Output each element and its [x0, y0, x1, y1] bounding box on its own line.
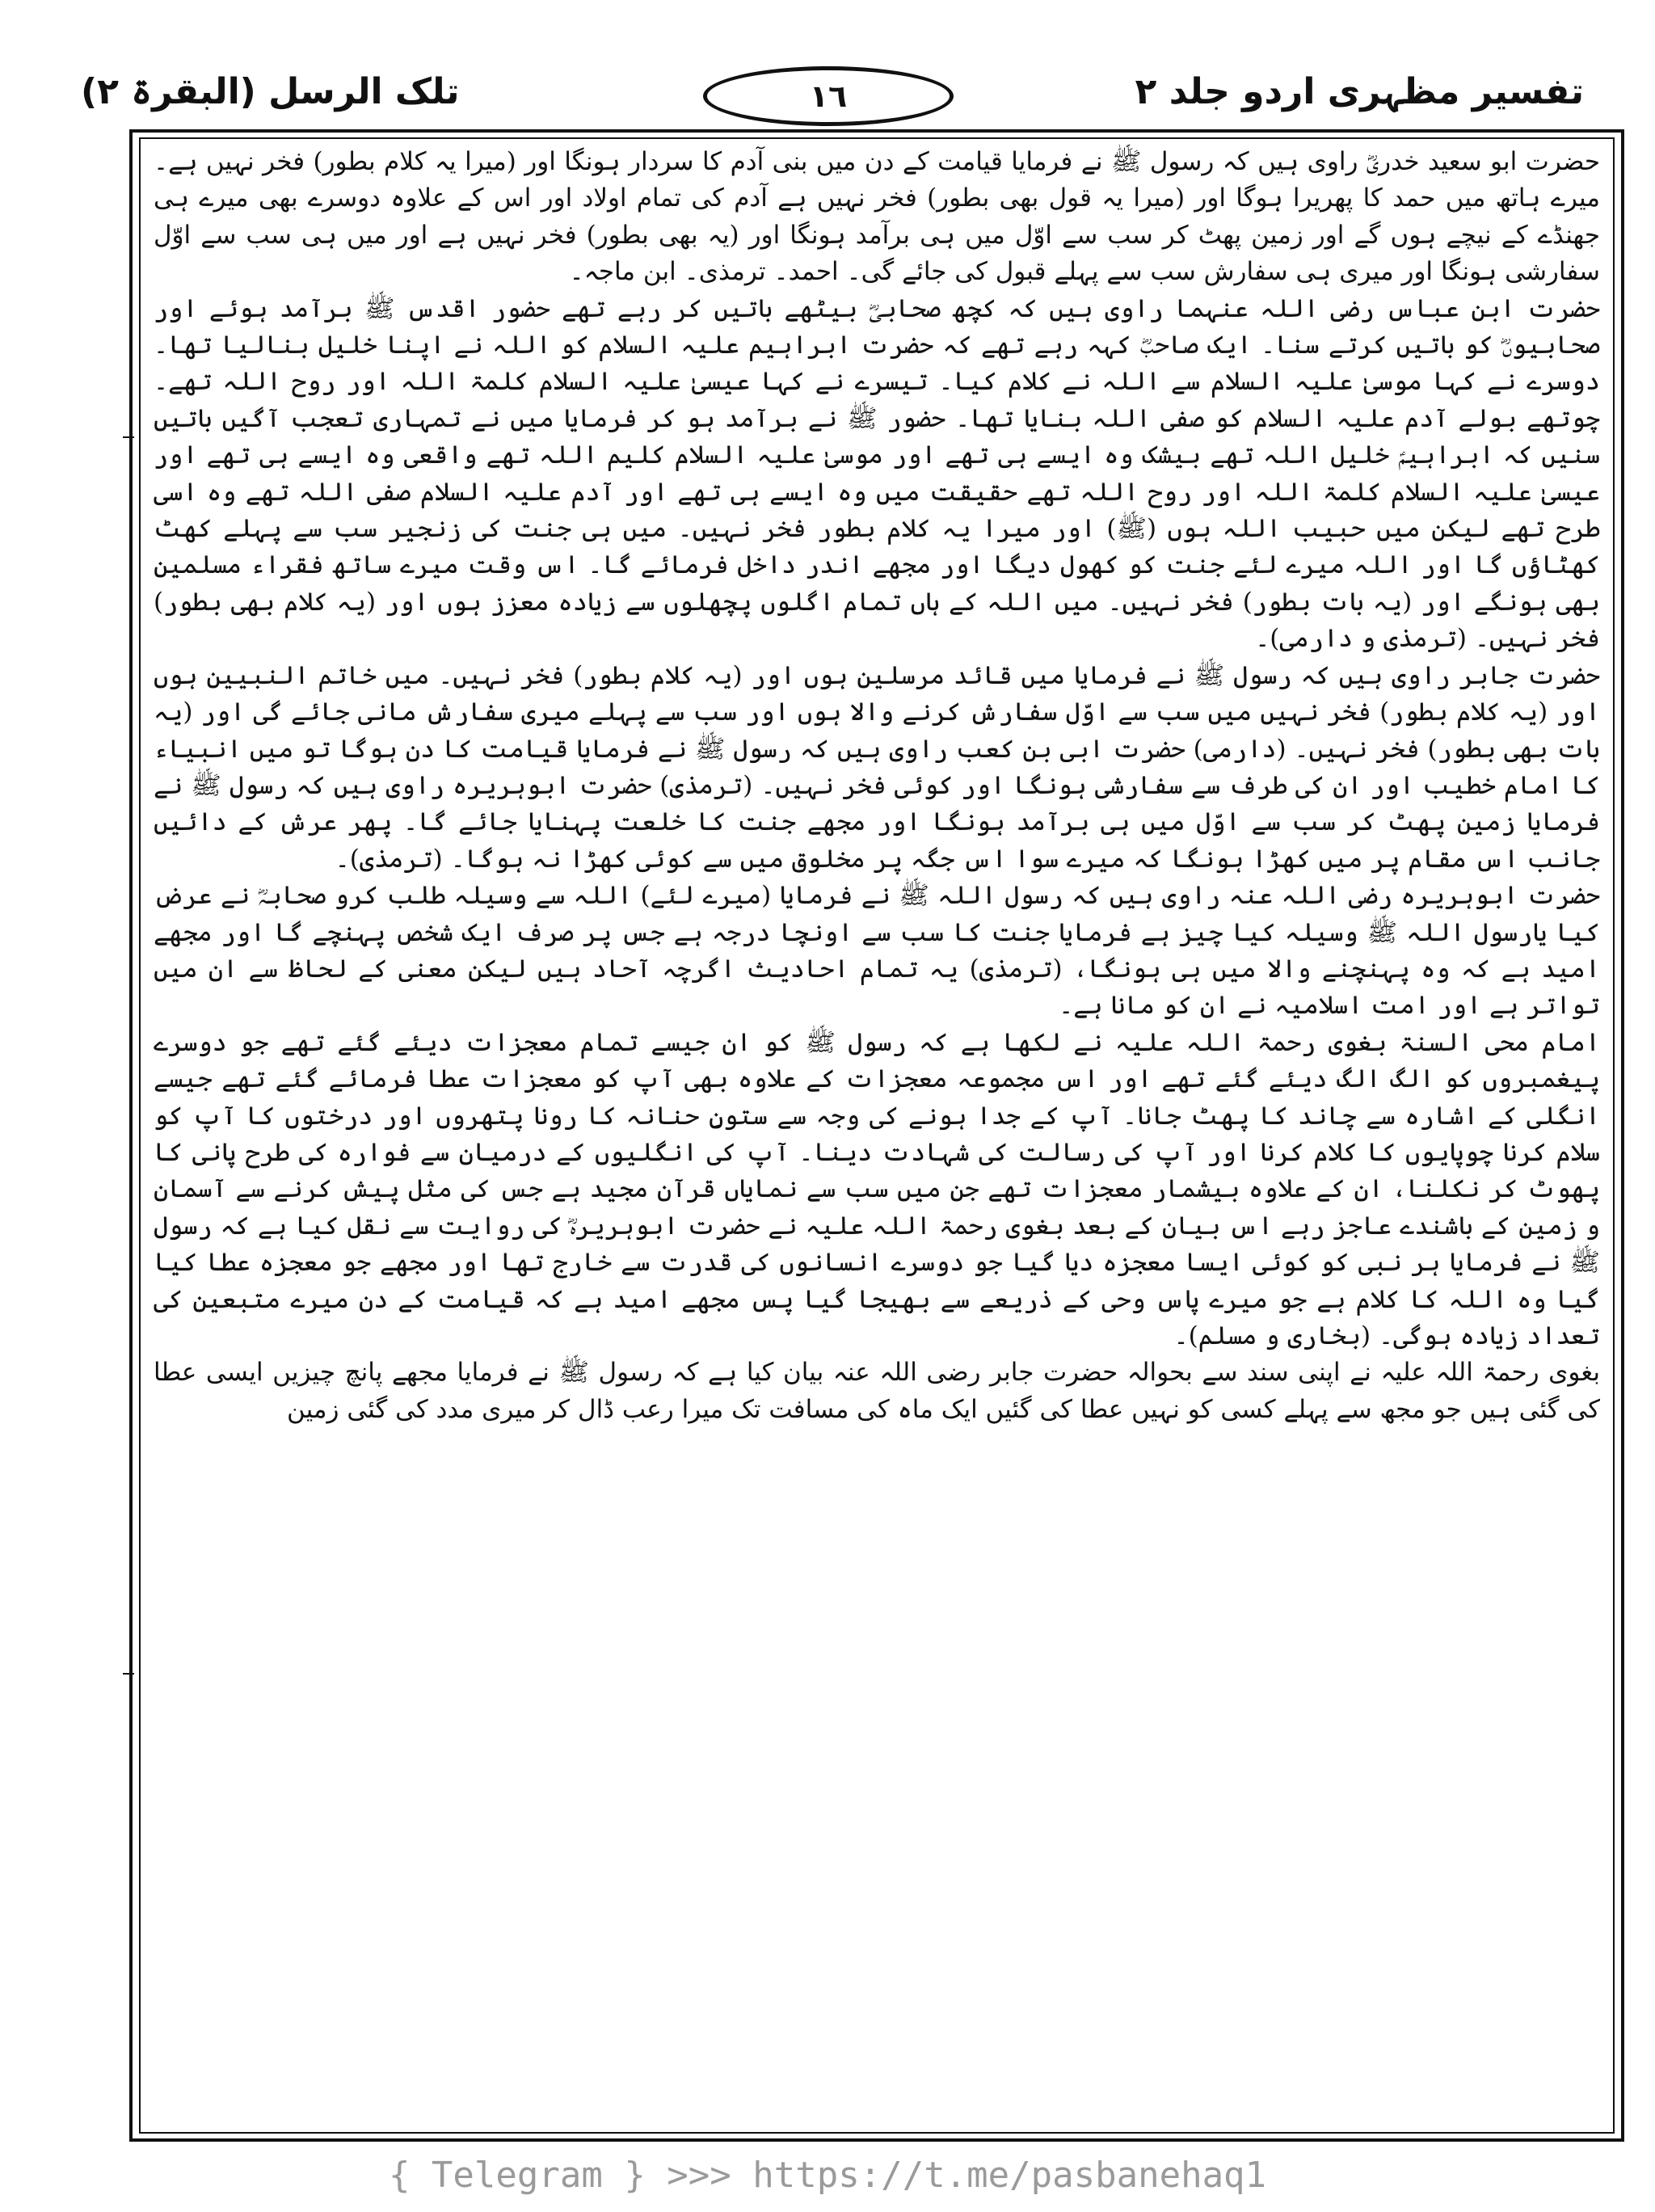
page-header — [81, 65, 1584, 129]
paragraph-abu-saeed: حضرت ابو سعید خدریؓ راوی ہیں کہ رسول ﷺ نے فرمایا قیامت کے دن میں بنی آدم کا سردار ہونگا اور (میرا یہ کلام بطور) فخر نہیں ہے۔ میرے ہاتھ میں حمد کا پھریرا ہوگا اور (میرا یہ قول بھی بطور) فخر نہیں ہے آدم کی تمام اولاد اور اس کے علاوہ دوسرے بھی میرے ہی جھنڈے کے نیچے ہوں گے اور زمین پھٹ کر سب سے اوّل میں ہی برآمد ہونگا اور (یہ بھی بطور) فخر نہیں ہے اور میں ہی سب سے اوّل سفارشی ہونگا اور میری ہی سفارش سب سے پہلے قبول کی جائے گی۔ احمد۔ ترمذی۔ ابن ماجہ۔ — [154, 147, 1600, 287]
telegram-watermark: { Telegram } >>> https://t.me/pasbanehaq1 — [388, 2155, 1267, 2196]
margin-mark — [123, 436, 134, 438]
paragraph-wasila: حضرت ابوہریرہ رضی اللہ عنہ راوی ہیں کہ رسول اللہ ﷺ نے فرمایا (میرے لئے) اللہ سے وسیلہ طلب کرو صحابہؓ نے عرض کیا یارسول اللہ ﷺ وسیلہ کیا چیز ہے فرمایا جنت کا سب سے اونچا درجہ ہے جس پر صرف ایک شخص پہنچے گا اور مجھے امید ہے کہ وہ پہنچنے والا میں ہی ہونگا، (ترمذی) یہ تمام احادیث اگرچہ آحاد ہیں لیکن معنی کے لحاظ سے ان میں تواتر ہے اور امت اسلامیہ نے ان کو مانا ہے۔ — [154, 881, 1600, 1021]
paragraph-ibn-abbas: حضرت ابن عباس رضی اللہ عنہما راوی ہیں کہ کچھ صحابیؓ بیٹھے باتیں کر رہے تھے حضور اقدس ﷺ برآمد ہوئے اور صحابیوںؓ کو باتیں کرتے سنا۔ ایک صاحبؓ کہہ رہے تھے کہ حضرت ابراہیم علیہ السلام کو اللہ نے اپنا خلیل بنالیا تھا۔ دوسرے نے کہا موسیٰ علیہ السلام سے اللہ نے کلام کیا۔ تیسرے نے کہا عیسیٰ علیہ السلام کلمۃ اللہ اور روح اللہ تھے۔ چوتھے بولے آدم علیہ السلام کو صفی اللہ بنایا تھا۔ حضور ﷺ نے برآمد ہو کر فرمایا میں نے تمہاری تعجب آگیں باتیں سنیں کہ ابراہیمؑ خلیل اللہ تھے بیشک وہ ایسے ہی تھے اور موسیٰ علیہ السلام کلیم اللہ تھے واقعی وہ ایسے ہی تھے اور عیسیٰ علیہ السلام کلمۃ اللہ اور روح اللہ تھے حقیقت میں وہ ایسے ہی تھے اور آدم علیہ السلام صفی اللہ تھے وہ اسی طرح تھے لیکن میں حبیب اللہ ہوں (ﷺ) اور میرا یہ کلام بطور فخر نہیں۔ میں ہی جنت کی زنجیر سب سے پہلے کھٹ کھٹاؤں گا اور اللہ میرے لئے جنت کو کھول دیگا اور مجھے اندر داخل فرمائے گا۔ اس وقت میرے ساتھ فقراء مسلمین بھی ہونگے اور (یہ بات بطور) فخر نہیں۔ میں اللہ کے ہاں تمام اگلوں پچھلوں سے زیادہ معزز ہوں اور (یہ کلام بھی بطور) فخر نہیں۔ (ترمذی و دارمی)۔ — [154, 293, 1600, 654]
paragraph-baghawi-miracles: امام محی السنۃ بغوی رحمۃ اللہ علیہ نے لکھا ہے کہ رسول ﷺ کو ان جیسے تمام معجزات دیئے گئے تھے جو دوسرے پیغمبروں کو الگ الگ دیئے گئے تھے اور اس مجموعہ معجزات کے علاوہ بھی آپ کو معجزات عطا فرمائے گئے تھے جیسے انگلی کے اشارہ سے چاند کا پھٹ جانا۔ آپ کے جدا ہونے کی وجہ سے ستونِ حنانہ کا رونا پتھروں اور درختوں کا آپ کو سلام کرنا چوپایوں کا کلام کرنا اور آپ کی رسالت کی شہادت دینا۔ آپ کی انگلیوں کے درمیان سے فوارہ کی طرح پانی کا پھوٹ کر نکلنا، ان کے علاوہ بیشمار معجزات تھے جن میں سب سے نمایاں قرآن مجید ہے جس کی مثل پیش کرنے سے آسمان و زمین کے باشندے عاجز رہے اس بیان کے بعد بغوی رحمۃ اللہ علیہ نے حضرت ابوہریرہؓ کی روایت سے نقل کیا ہے کہ رسول ﷺ نے فرمایا ہر نبی کو کوئی ایسا معجزہ دیا گیا جو دوسرے انسانوں کی قدرت سے خارج تھا اور مجھے جو معجزہ عطا کیا گیا وہ اللہ کا کلام ہے جو میرے پاس وحی کے ذریعے سے بھیجا گیا پس مجھے امید ہے کہ قیامت کے دن میرے متبعین کی تعداد زیادہ ہوگی۔ (بخاری و مسلم)۔ — [154, 1027, 1600, 1350]
margin-mark — [123, 1673, 134, 1675]
paragraph-jabir: حضرت جابر راوی ہیں کہ رسول ﷺ نے فرمایا میں قائد مرسلین ہوں اور (یہ کلام بطور) فخر نہیں۔ میں خاتم النبیین ہوں اور (یہ کلام بطور) فخر نہیں میں سب سے اوّل سفارش کرنے والا ہوں اور سب سے پہلے میری سفارش مانی جائے گی اور (یہ بات بھی بطور) فخر نہیں۔ (دارمی) حضرت ابی بن کعب راوی ہیں کہ رسول ﷺ نے فرمایا قیامت کا دن ہوگا تو میں انبیاء کا امام خطیب اور ان کی طرف سے سفارشی ہونگا اور کوئی فخر نہیں۔ (ترمذی) حضرت ابوہریرہ راوی ہیں کہ رسول ﷺ نے فرمایا زمین پھٹ کر سب سے اوّل میں ہی برآمد ہونگا اور مجھے جنت کا خلعت پہنایا جائے گا۔ پھر عرش کے دائیں جانب اس مقام پر میں کھڑا ہونگا کہ میرے سوا اس جگہ پر مخلوق میں سے کوئی کھڑا نہ ہوگا۔ (ترمذی)۔ — [154, 660, 1600, 874]
page-number: ١٦ — [703, 66, 954, 126]
body-text — [154, 144, 1600, 2124]
chapter-title: تلک الرسل (البقرۃ ۲) — [81, 71, 460, 112]
paragraph-five-things: بغوی رحمۃ اللہ علیہ نے اپنی سند سے بحوالہ حضرت جابر رضی اللہ عنہ بیان کیا ہے کہ رسول ﷺ نے فرمایا مجھے پانچ چیزیں ایسی عطا کی گئی ہیں جو مجھ سے پہلے کسی کو نہیں عطا کی گئیں ایک ماہ کی مسافت تک میرا رعب ڈال کر میری مدد کی گئی زمین — [154, 1358, 1600, 1424]
book-title: تفسیر مظہری اردو جلد ۲ — [1135, 71, 1584, 112]
